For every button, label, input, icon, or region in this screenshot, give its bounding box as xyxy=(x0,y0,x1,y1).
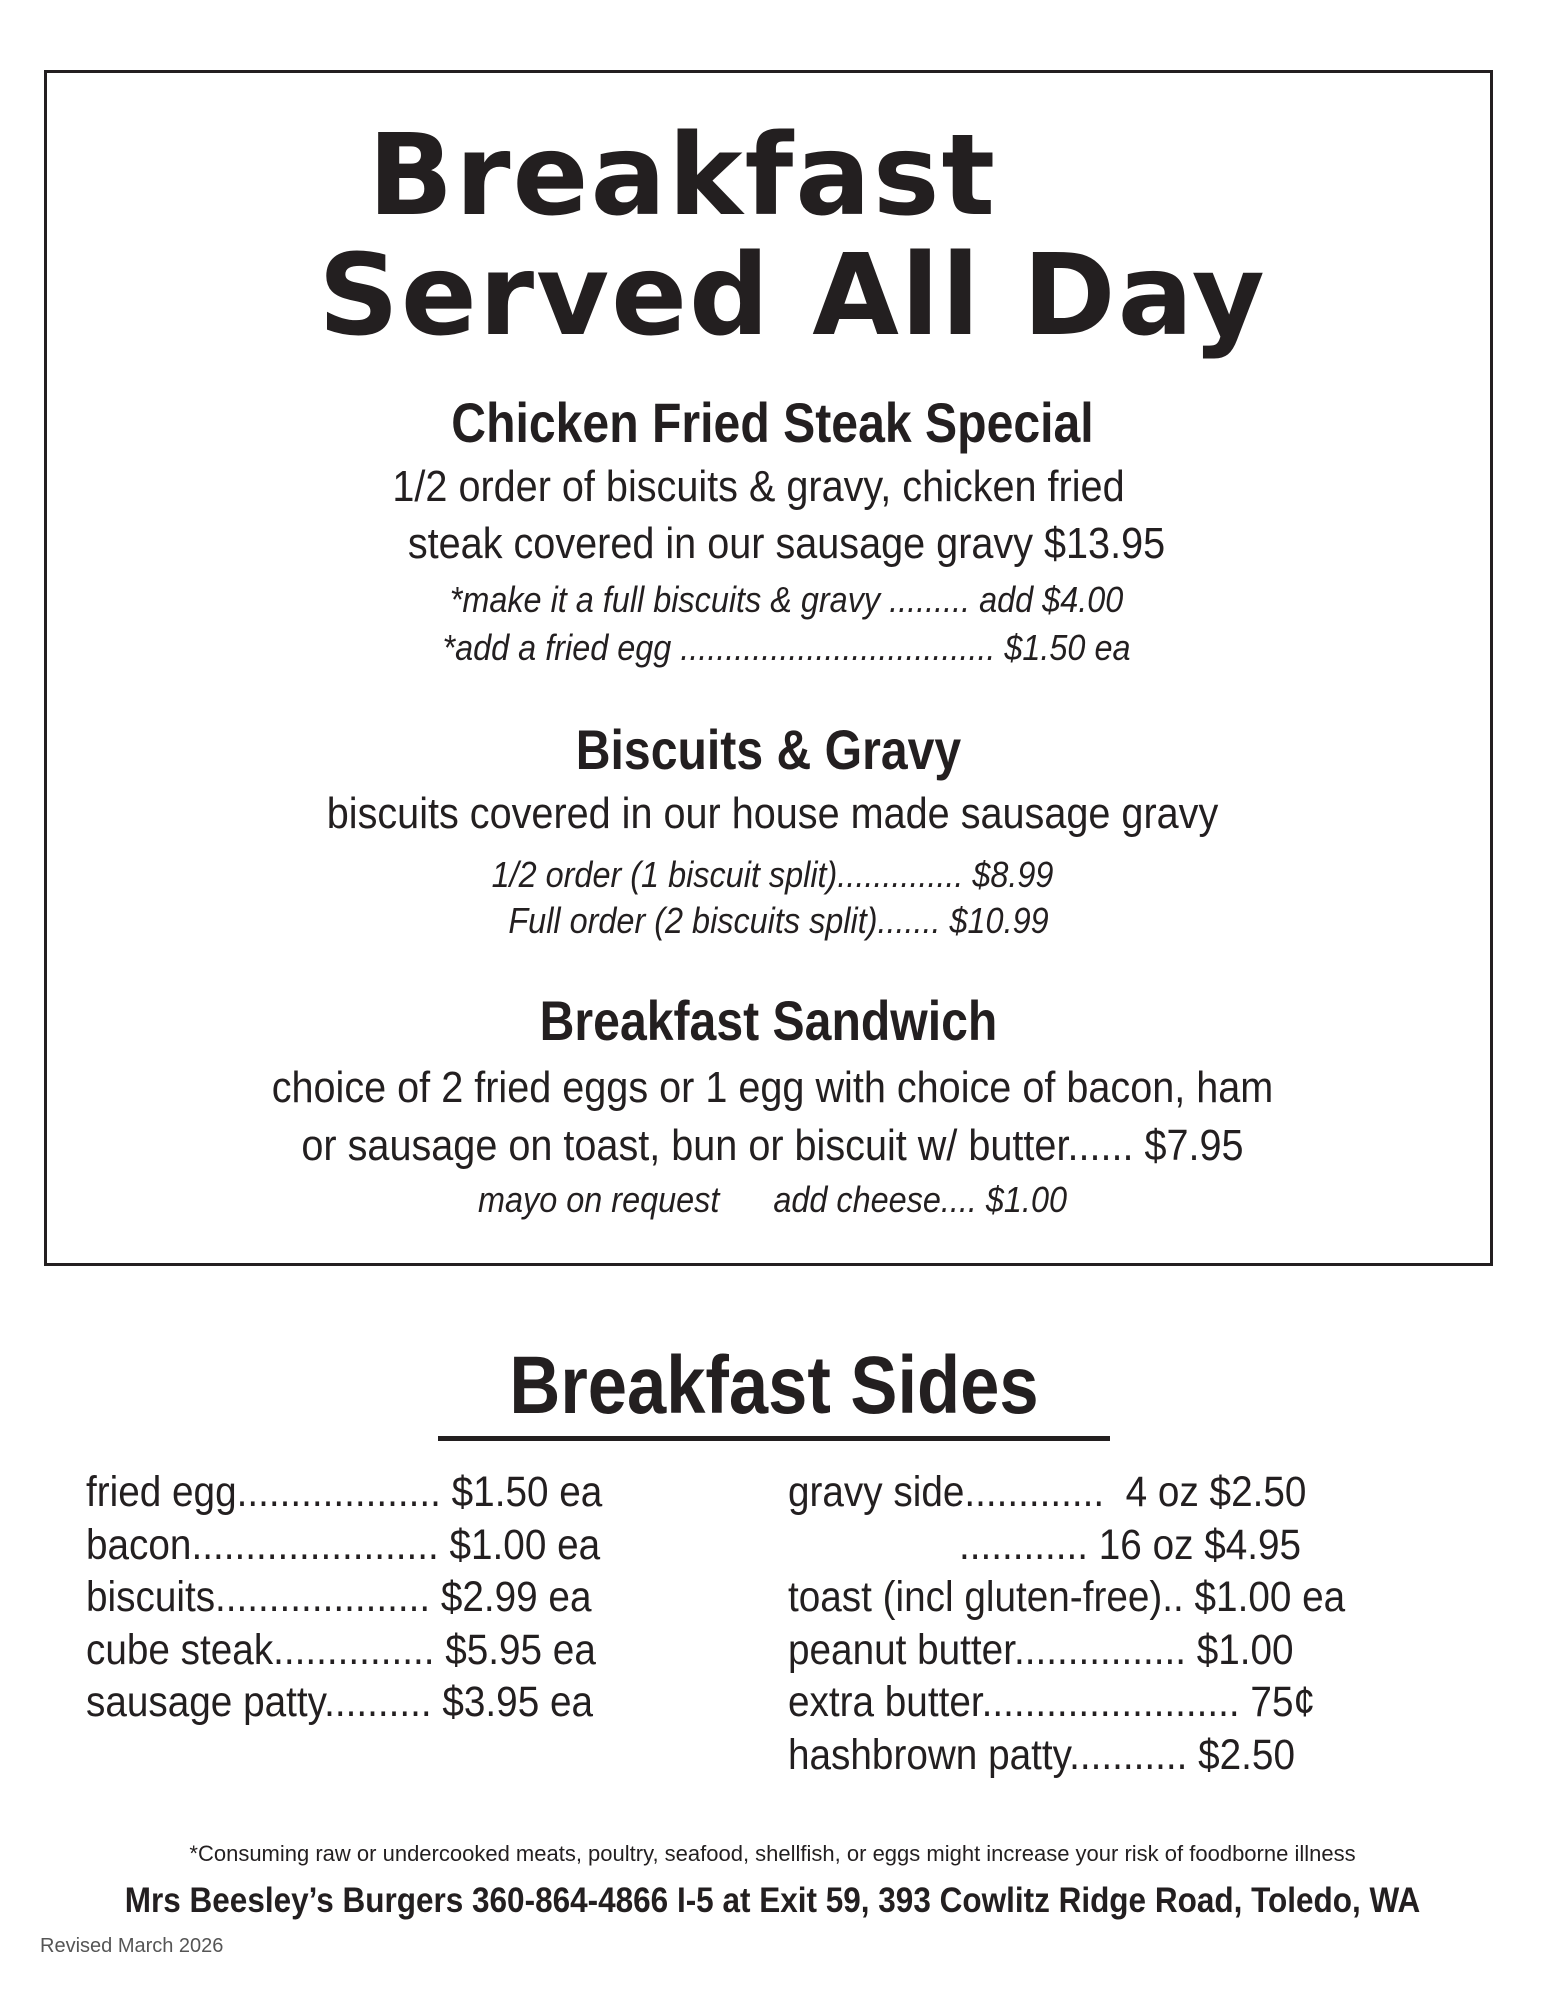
item-description-line: 1/2 order of biscuits & gravy, chicken fried xyxy=(392,462,1125,511)
item-description-line: choice of 2 fried eggs or 1 egg with choice of bacon, ham xyxy=(271,1063,1274,1112)
side-item: toast (incl gluten-free).. $1.00 ea xyxy=(788,1573,1346,1621)
revision-note: Revised March 2026 xyxy=(40,1935,224,1957)
item-option: Full order (2 biscuits split)....... $10.99 xyxy=(508,900,1049,941)
item-heading-biscuits-gravy: Biscuits & Gravy xyxy=(575,718,962,781)
side-item: extra butter........................ 75¢ xyxy=(788,1678,1315,1726)
side-item: cube steak............... $5.95 ea xyxy=(86,1625,596,1674)
side-item: ............ 16 oz $4.95 xyxy=(959,1520,1302,1569)
side-item: peanut butter................ $1.00 xyxy=(788,1625,1294,1674)
restaurant-contact-footer: Mrs Beesley’s Burgers 360-864-4866 I-5 at Exit 59, 393 Cowlitz Ridge Road, Toledo, WA xyxy=(124,1881,1421,1920)
item-description-line: steak covered in our sausage gravy $13.95 xyxy=(407,519,1166,568)
item-heading-breakfast-sandwich: Breakfast Sandwich xyxy=(539,989,998,1052)
item-option: *make it a full biscuits & gravy ......... add $4.00 xyxy=(449,579,1124,620)
sides-title: Breakfast Sides xyxy=(509,1340,1039,1431)
item-heading-chicken-fried-steak: Chicken Fried Steak Special xyxy=(451,391,1094,454)
side-item: hashbrown patty........... $2.50 xyxy=(788,1730,1295,1779)
item-description-line: or sausage on toast, bun or biscuit w/ butter...... $7.95 xyxy=(301,1121,1244,1170)
item-description-line: biscuits covered in our house made sausage gravy xyxy=(326,789,1219,838)
side-item: bacon....................... $1.00 ea xyxy=(86,1520,601,1569)
side-item: sausage patty.......... $3.95 ea xyxy=(86,1678,594,1726)
side-item: biscuits.................... $2.99 ea xyxy=(86,1573,592,1621)
page-title-line-2: Served All Day xyxy=(318,231,1267,361)
side-item: fried egg................... $1.50 ea xyxy=(86,1468,603,1516)
side-item: gravy side............. 4 oz $2.50 xyxy=(788,1468,1307,1516)
item-option: mayo on request add cheese.... $1.00 xyxy=(478,1179,1067,1220)
sides-list-left xyxy=(86,1466,660,1729)
page-title-line-1: Breakfast xyxy=(367,111,998,241)
sides-title-underline xyxy=(438,1436,1110,1441)
item-option: 1/2 order (1 biscuit split).............. $8.99 xyxy=(491,854,1054,895)
sides-list-right xyxy=(788,1466,1407,1781)
food-safety-disclaimer: *Consuming raw or undercooked meats, poultry, seafood, shellfish, or eggs might increase your risk of foodborne illness xyxy=(189,1841,1356,1866)
item-option: *add a fried egg ................................... $1.50 ea xyxy=(442,627,1131,668)
